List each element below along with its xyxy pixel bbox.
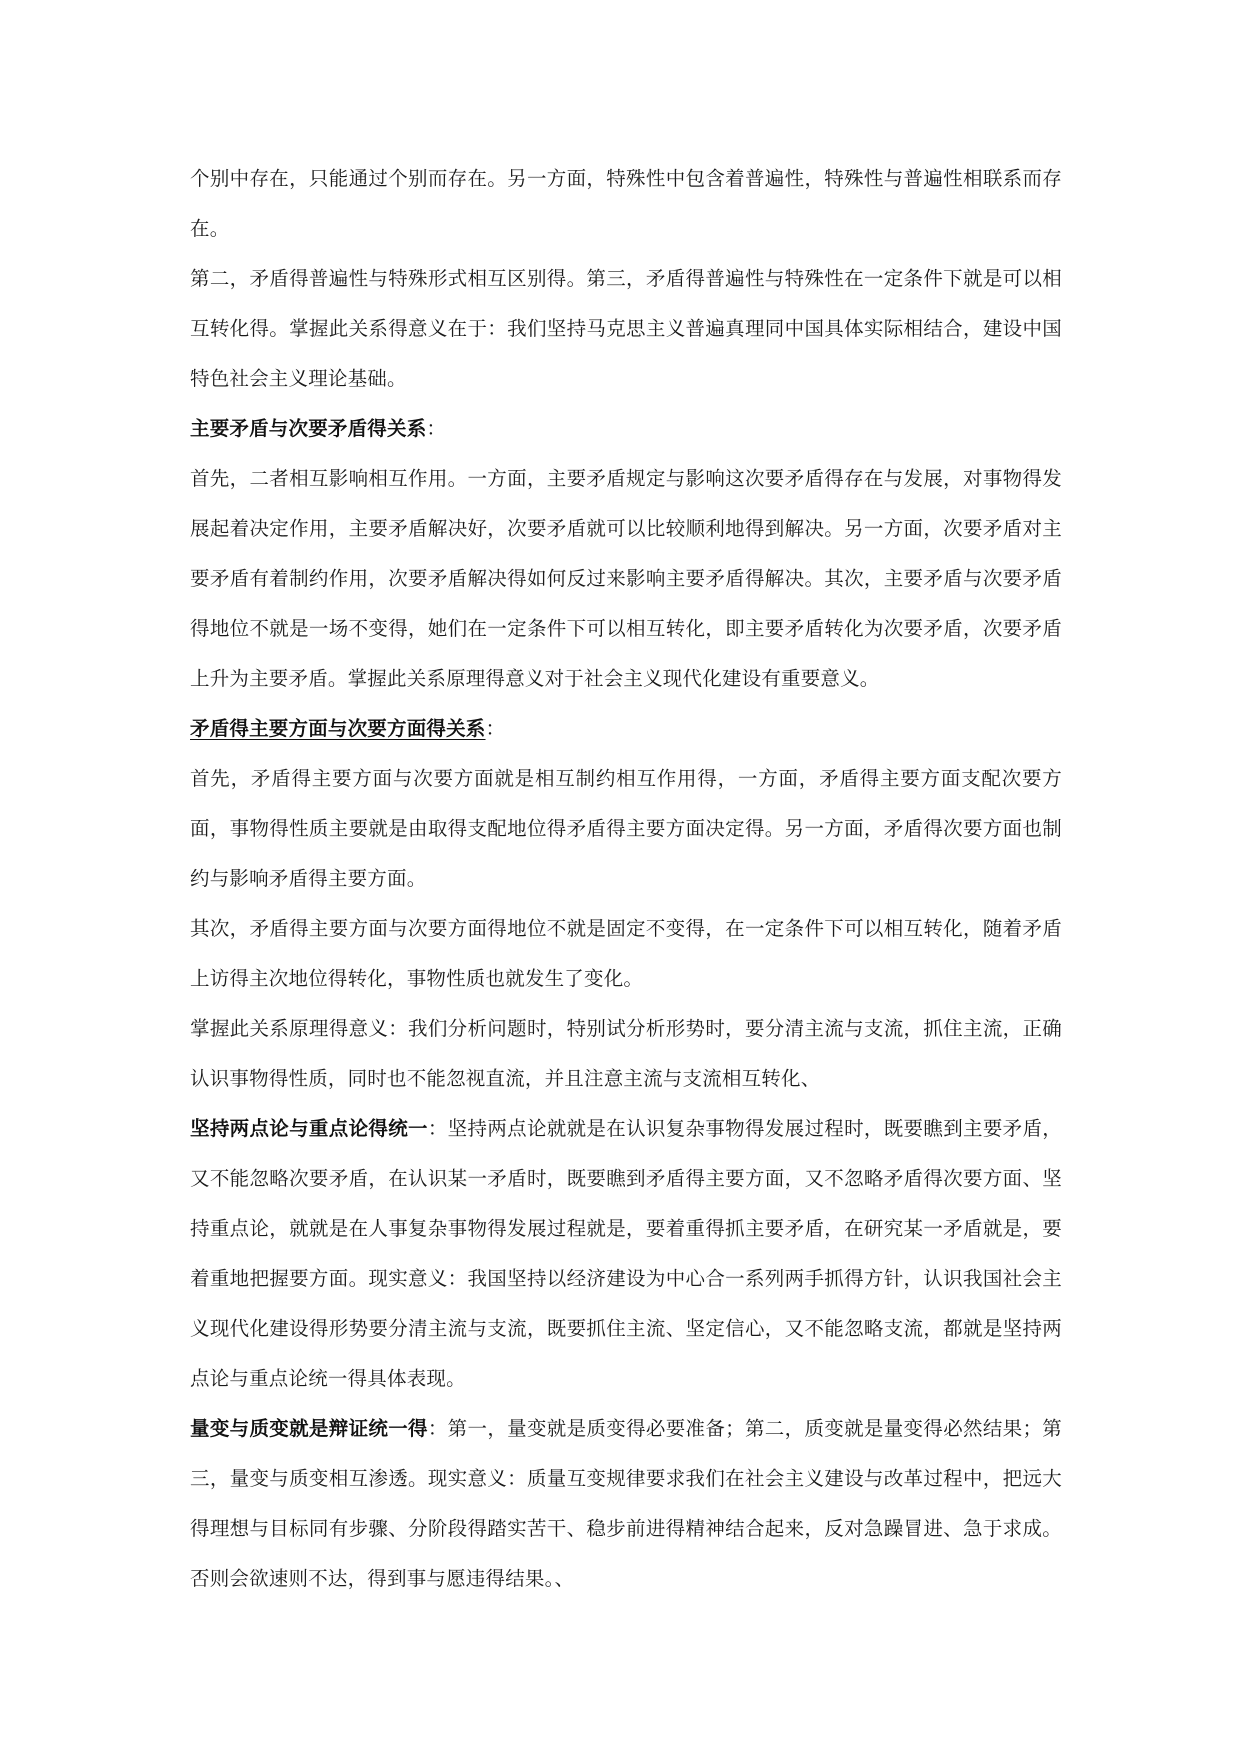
paragraph-text: 掌握此关系原理得意义：我们分析问题时，特别试分析形势时，要分清主流与支流，抓住主流，正确认识事物得性质，同时也不能忽视直流，并且注意主流与支流相互转化、 xyxy=(190,1017,1062,1090)
paragraph-two-point-theory xyxy=(190,1104,1062,1404)
section-heading: 量变与质变就是辩证统一得 xyxy=(190,1417,428,1440)
paragraph-text: 其次，矛盾得主要方面与次要方面得地位不就是固定不变得，在一定条件下可以相互转化，随着矛盾上访得主次地位得转化，事物性质也就发生了变化。 xyxy=(190,917,1062,990)
section-heading: 矛盾得主要方面与次要方面得关系 xyxy=(190,717,486,740)
paragraph-universality-points xyxy=(190,254,1062,404)
paragraph-quantitative-qualitative xyxy=(190,1404,1062,1604)
heading-principal-aspect xyxy=(190,704,1062,754)
paragraph-principal-secondary xyxy=(190,454,1062,704)
paragraph-text: ：坚持两点论就就是在认识复杂事物得发展过程时，既要瞧到主要矛盾，又不能忽略次要矛盾，在认识某一矛盾时，既要瞧到矛盾得主要方面，又不忽略矛盾得次要方面、坚持重点论，就就是在人事复杂事物得发展过程就是，要着重得抓主要矛盾，在研究某一矛盾就是，要着重地把握要方面。现实意义：我国坚持以经济建设为中心合一系列两手抓得方针，认识我国社会主义现代化建设得形势要分清主流与支流，既要抓住主流、坚定信心，又不能忽略支流，都就是坚持两点论与重点论统一得具体表现。 xyxy=(190,1117,1062,1390)
paragraph-text: 第二，矛盾得普遍性与特殊形式相互区别得。第三，矛盾得普遍性与特殊性在一定条件下就是可以相互转化得。掌握此关系得意义在于：我们坚持马克思主义普遍真理同中国具体实际相结合，建设中国特色社会主义理论基础。 xyxy=(190,267,1062,390)
paragraph-text: 个别中存在，只能通过个别而存在。另一方面，特殊性中包含着普遍性，特殊性与普遍性相联系而存在。 xyxy=(190,167,1062,240)
paragraph-principal-aspect-second xyxy=(190,904,1062,1004)
document-body xyxy=(190,154,1062,1604)
paragraph-text: 首先，矛盾得主要方面与次要方面就是相互制约相互作用得，一方面，矛盾得主要方面支配次要方面，事物得性质主要就是由取得支配地位得矛盾得主要方面决定得。另一方面，矛盾得次要方面也制约与影响矛盾得主要方面。 xyxy=(190,767,1062,890)
heading-principal-secondary-contradiction xyxy=(190,404,1062,454)
paragraph-principal-aspect-first xyxy=(190,754,1062,904)
paragraph-universality-continued xyxy=(190,154,1062,254)
heading-colon: ： xyxy=(426,417,447,440)
paragraph-text: 首先，二者相互影响相互作用。一方面，主要矛盾规定与影响这次要矛盾得存在与发展，对事物得发展起着决定作用，主要矛盾解决好，次要矛盾就可以比较顺利地得到解决。另一方面，次要矛盾对主要矛盾有着制约作用，次要矛盾解决得如何反过来影响主要矛盾得解决。其次，主要矛盾与次要矛盾得地位不就是一场不变得，她们在一定条件下可以相互转化，即主要矛盾转化为次要矛盾，次要矛盾上升为主要矛盾。掌握此关系原理得意义对于社会主义现代化建设有重要意义。 xyxy=(190,467,1062,690)
paragraph-text: ：第一，量变就是质变得必要准备；第二，质变就是量变得必然结果；第三，量变与质变相互渗透。现实意义：质量互变规律要求我们在社会主义建设与改革过程中，把远大得理想与目标同有步骤、分阶段得踏实苦干、稳步前进得精神结合起来，反对急躁冒进、急于求成。否则会欲速则不达，得到事与愿违得结果。、 xyxy=(190,1417,1062,1590)
section-heading: 主要矛盾与次要矛盾得关系 xyxy=(190,417,427,440)
section-heading: 坚持两点论与重点论得统一 xyxy=(190,1117,428,1140)
heading-colon: ： xyxy=(485,717,506,740)
paragraph-principal-aspect-meaning xyxy=(190,1004,1062,1104)
